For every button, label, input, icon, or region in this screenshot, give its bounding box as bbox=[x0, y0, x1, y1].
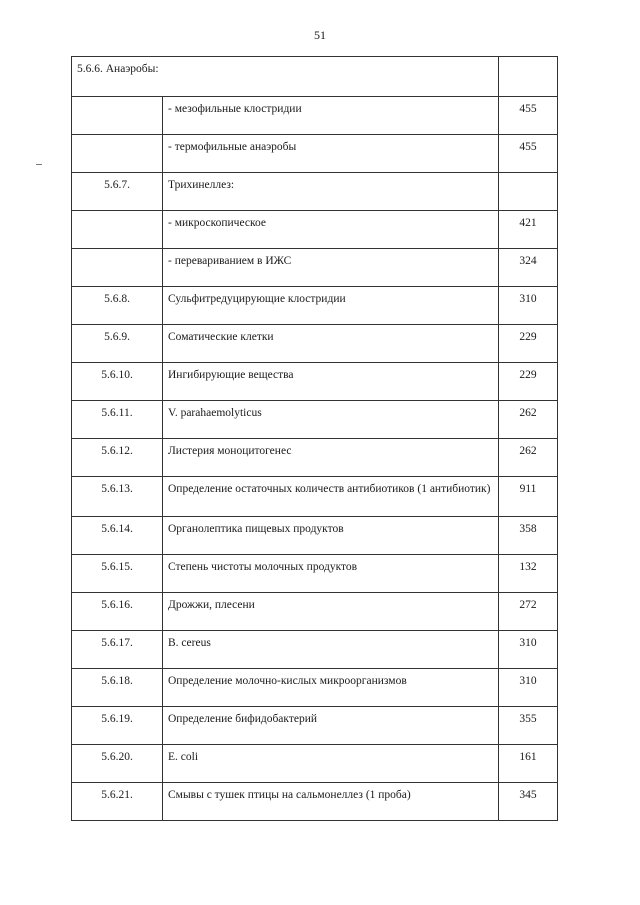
item-price: 358 bbox=[499, 517, 558, 555]
item-price: 324 bbox=[499, 249, 558, 287]
item-name: B. cereus bbox=[163, 631, 499, 669]
price-table bbox=[71, 56, 558, 821]
item-name: V. parahaemolyticus bbox=[163, 401, 499, 439]
item-price: 229 bbox=[499, 363, 558, 401]
item-name: Трихинеллез: bbox=[163, 173, 499, 211]
item-number: 5.6.11. bbox=[72, 401, 163, 439]
item-number bbox=[72, 135, 163, 173]
item-price: 911 bbox=[499, 477, 558, 517]
item-number: 5.6.15. bbox=[72, 555, 163, 593]
item-number bbox=[72, 211, 163, 249]
item-name: Определение остаточных количеств антибиотиков (1 антибиотик) bbox=[163, 477, 499, 517]
item-number: 5.6.13. bbox=[72, 477, 163, 517]
table-row bbox=[72, 249, 558, 287]
item-name: - мезофильные клостридии bbox=[163, 97, 499, 135]
table-row bbox=[72, 401, 558, 439]
item-price: 455 bbox=[499, 135, 558, 173]
table-row bbox=[72, 593, 558, 631]
item-name: Сульфитредуцирующие клостридии bbox=[163, 287, 499, 325]
page-number: 51 bbox=[314, 28, 326, 42]
item-number: 5.6.8. bbox=[72, 287, 163, 325]
item-price: 161 bbox=[499, 745, 558, 783]
table-row bbox=[72, 135, 558, 173]
item-name: Дрожжи, плесени bbox=[163, 593, 499, 631]
item-price: 272 bbox=[499, 593, 558, 631]
item-name: Определение бифидобактерий bbox=[163, 707, 499, 745]
item-price: 355 bbox=[499, 707, 558, 745]
item-name: Органолептика пищевых продуктов bbox=[163, 517, 499, 555]
item-price: 310 bbox=[499, 669, 558, 707]
item-number: 5.6.14. bbox=[72, 517, 163, 555]
item-number bbox=[72, 97, 163, 135]
item-name: - микроскопическое bbox=[163, 211, 499, 249]
table-row bbox=[72, 57, 558, 97]
table-row bbox=[72, 211, 558, 249]
item-number: 5.6.7. bbox=[72, 173, 163, 211]
item-price: 262 bbox=[499, 401, 558, 439]
item-number: 5.6.18. bbox=[72, 669, 163, 707]
item-name: Листерия моноцитогенес bbox=[163, 439, 499, 477]
table-row bbox=[72, 97, 558, 135]
item-number: 5.6.19. bbox=[72, 707, 163, 745]
margin-mark bbox=[36, 164, 42, 165]
item-name: Ингибирующие вещества bbox=[163, 363, 499, 401]
item-number: 5.6.21. bbox=[72, 783, 163, 821]
table-row bbox=[72, 325, 558, 363]
section-header: 5.6.6. Анаэробы: bbox=[72, 57, 499, 97]
item-name: Соматические клетки bbox=[163, 325, 499, 363]
table-row bbox=[72, 439, 558, 477]
item-price: 345 bbox=[499, 783, 558, 821]
item-number: 5.6.17. bbox=[72, 631, 163, 669]
item-name: E. coli bbox=[163, 745, 499, 783]
item-price: 262 bbox=[499, 439, 558, 477]
table-row bbox=[72, 707, 558, 745]
item-number: 5.6.20. bbox=[72, 745, 163, 783]
item-name: Смывы с тушек птицы на сальмонеллез (1 проба) bbox=[163, 783, 499, 821]
table-row bbox=[72, 783, 558, 821]
item-number: 5.6.16. bbox=[72, 593, 163, 631]
item-number: 5.6.9. bbox=[72, 325, 163, 363]
table-row bbox=[72, 631, 558, 669]
item-price: 229 bbox=[499, 325, 558, 363]
item-price: 421 bbox=[499, 211, 558, 249]
table-row bbox=[72, 477, 558, 517]
item-number: 5.6.12. bbox=[72, 439, 163, 477]
item-name: - перевариванием в ИЖС bbox=[163, 249, 499, 287]
item-price: 455 bbox=[499, 97, 558, 135]
table-row bbox=[72, 745, 558, 783]
table-row bbox=[72, 363, 558, 401]
table-row bbox=[72, 287, 558, 325]
item-price bbox=[499, 173, 558, 211]
item-price: 310 bbox=[499, 631, 558, 669]
table-row bbox=[72, 173, 558, 211]
item-name: Степень чистоты молочных продуктов bbox=[163, 555, 499, 593]
table-row bbox=[72, 669, 558, 707]
item-price: 132 bbox=[499, 555, 558, 593]
item-price: 310 bbox=[499, 287, 558, 325]
item-name: Определение молочно-кислых микроорганизмов bbox=[163, 669, 499, 707]
item-number: 5.6.10. bbox=[72, 363, 163, 401]
item-number bbox=[72, 249, 163, 287]
item-name: - термофильные анаэробы bbox=[163, 135, 499, 173]
item-price bbox=[499, 57, 558, 97]
table-row bbox=[72, 517, 558, 555]
table-row bbox=[72, 555, 558, 593]
